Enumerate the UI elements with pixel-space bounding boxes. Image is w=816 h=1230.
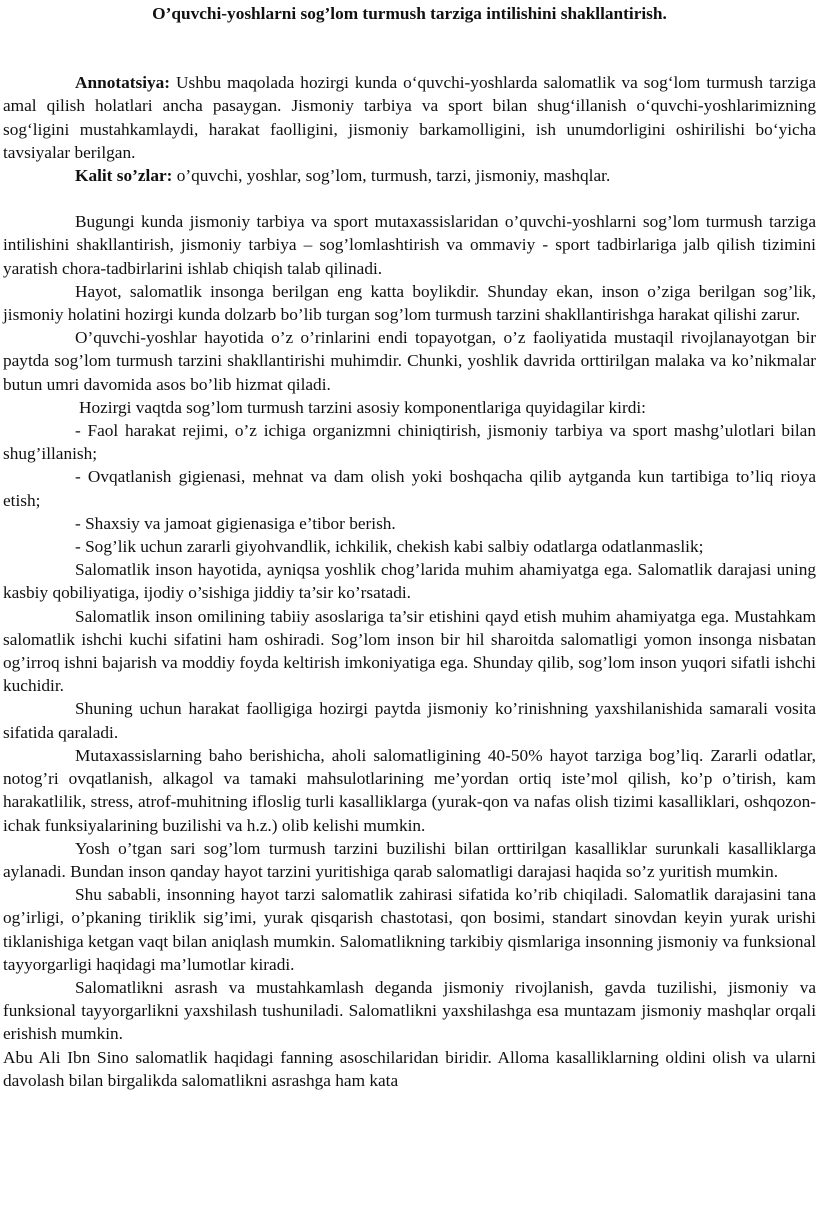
body-paragraph: Abu Ali Ibn Sino salomatlik haqidagi fanning asoschilaridan biridir. Alloma kasalliklarning oldini olish va ularni davolash bilan birgalikda salomatlikni asrashga ham kata xyxy=(3,1047,816,1090)
annotation-paragraph xyxy=(3,71,816,164)
body-paragraph: Shu sababli, insonning hayot tarzi salomatlik zahirasi sifatida ko’rib chiqiladi. Salomatlik darajasini tana og’irligi, o’pkaning tiriklik sig’imi, yurak qisqarish chastotasi, qon bosimi, standart sinovdan keyin yurak urishi tiklanishiga ketgan vaqt bilan aniqlash mumkin. Salomatlikning tarkibiy qismlariga insonning jismoniy va funksional tayyorgarligi haqidagi ma’lumotlar kiradi. xyxy=(3,885,816,974)
annotation-label: Annotatsiya: xyxy=(75,73,171,93)
body-paragraph: Shuning uchun harakat faolligiga hozirgi paytda jismoniy ko’rinishning yaxshilanishida samarali vosita sifatida qaraladi. xyxy=(3,699,816,742)
list-item: - Faol harakat rejimi, o’z ichiga organizmni chiniqtirish, jismoniy tarbiya va sport mashg’ulotlari bilan shug’illanish; xyxy=(3,421,816,464)
list-item: - Ovqatlanish gigienasi, mehnat va dam olish yoki boshqacha qilib aytganda kun tartibiga to’liq rioya etish; xyxy=(3,467,816,510)
body-paragraph: Yosh o’tgan sari sog’lom turmush tarzini buzilishi bilan orttirilgan kasalliklar surunkali kasalliklarga aylanadi. Bundan inson qanday hayot tarzini yuritishiga qarab salomatligi darajasi haqida so’z yuritish mumkin. xyxy=(3,838,816,881)
list-item: - Sog’lik uchun zararli giyohvandlik, ichkilik, chekish kabi salbiy odatlarga odatlanmaslik; xyxy=(75,537,704,557)
body-paragraph: Mutaxassislarning baho berishicha, aholi salomatligining 40-50% hayot tarziga bog’liq. Zararli odatlar, notog’ri ovqatlanish, alkagol va tamaki mahsulotlarining me’yordan ortiq iste’mol qilish, ko’p o’tirish, kam harakatlilik, stress, atrof-muhitning ifloslig turli kasalliklarga (yurak-qon va nafas olish tizimi kasalliklari, oshqozon-ichak funksiyalarining buzilishi va h.z.) olib kelishi mumkin. xyxy=(3,745,816,835)
body-paragraph: Salomatlikni asrash va mustahkamlash deganda jismoniy rivojlanish, gavda tuzilishi, jismoniy va funksional tayyorgarlikni yaxshilash tushuniladi. Salomatlikni yaxshilashga esa muntazam jismoniy mashqlar orqali erishish mumkin. xyxy=(3,977,816,1044)
list-item: - Shaxsiy va jamoat gigienasiga e’tibor berish. xyxy=(75,513,396,533)
body-paragraph: Salomatlik inson hayotida, ayniqsa yoshlik chog’larida muhim ahamiyatga ega. Salomatlik darajasi uning kasbiy qobiliyatiga, ijodiy o’sishiga jiddiy ta’sir ko’rsatadi. xyxy=(3,560,816,603)
body-paragraph: Bugungi kunda jismoniy tarbiya va sport mutaxassislaridan o’quvchi-yoshlarni sog’lom turmush tarziga intilishini shakllantirish, jismoniy tarbiya – sog’lomlashtirish va ommaviy - sport tadbirlariga jalb qilish tizimini yaratish chora-tadbirlarini ishlab chiqish talab qilinadi. xyxy=(3,212,816,278)
keywords-text: o’quvchi, yoshlar, sog’lom, turmush, tarzi, jismoniy, mashqlar. xyxy=(172,166,611,186)
annotation-text: Ushbu maqolada hozirgi kunda o‘quvchi-yoshlarda salomatlik va sog‘lom turmush tarziga amal qilish holatlari ancha pasaygan. Jismoniy tarbiya va sport bilan shug‘illanish o‘quvchi-yoshlarimizning sog‘ligini mustahkamlaydi, harakat faolligini, jismoniy barkamolligini, ish unumdorligini oshirilishi bo‘yicha tavsiyalar berilgan. xyxy=(3,73,816,162)
body-paragraph: Hozirgi vaqtda sog’lom turmush tarzini asosiy komponentlariga quyidagilar kirdi: xyxy=(79,397,646,417)
body-paragraph: Salomatlik inson omilining tabiiy asoslariga ta’sir etishini qayd etish muhim ahamiyatga ega. Mustahkam salomatlik ishchi kuchi sifatini ham oshiradi. Sog’lom inson bir hil sharoitda salomatligi yomon insonga nisbatan og’irroq ishni bajarish va moddiy foyda keltirish imkoniyatiga ega. Shunday qilib, sog’lom inson yuqori sifatli ishchi kuchidir. xyxy=(3,606,816,696)
keywords-paragraph xyxy=(3,164,816,187)
article-title: O’quvchi-yoshlarni sog’lom turmush tarziga intilishini shakllantirish. xyxy=(152,4,667,23)
body-paragraph: Hayot, salomatlik insonga berilgan eng katta boylikdir. Shunday ekan, inson o’ziga berilgan sog’lik, jismoniy holatini hozirgi kunda dolzarb bo’lib turgan sog’lom turmush tarzini shakllantirishga harakat qilishi zarur. xyxy=(3,281,816,325)
body-paragraph: O’quvchi-yoshlar hayotida o’z o’rinlarini endi topayotgan, o’z faoliyatida mustaqil rivojlanayotgan bir paytda sog’lom turmush tarzini shakllantirishi muhimdir. Chunki, yoshlik davrida orttirilgan malaka va ko’nikmalar butun umri davomida asos bo’lib hizmat qiladi. xyxy=(3,328,816,394)
keywords-label: Kalit so’zlar: xyxy=(75,166,173,186)
